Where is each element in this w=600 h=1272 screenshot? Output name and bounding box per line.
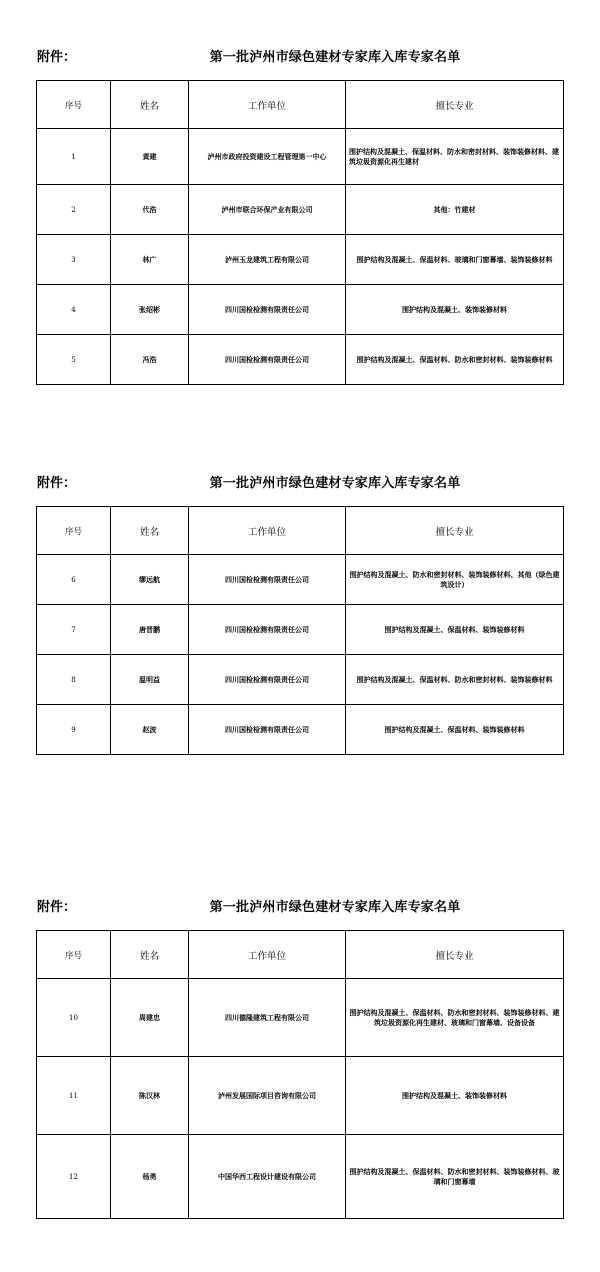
table-row <box>37 705 564 755</box>
header-specialty: 擅长专业 <box>346 507 564 555</box>
row-unit: 泸州发展国际项目咨询有限公司 <box>189 1057 346 1135</box>
row-specialty: 围护结构及混凝土、保温材料、防水和密封材料、装饰装修材料 <box>346 655 564 705</box>
expert-table <box>36 80 564 385</box>
row-name: 代浩 <box>111 185 189 235</box>
header-unit: 工作单位 <box>189 81 346 129</box>
table-row <box>37 1135 564 1219</box>
header-name: 姓名 <box>111 81 189 129</box>
row-specialty: 围护结构及混凝土、保温材料、防水和密封材料、装饰装修材料 <box>346 335 564 385</box>
row-name: 周建忠 <box>111 979 189 1057</box>
table-row <box>37 129 564 185</box>
expert-table <box>36 930 564 1219</box>
row-name: 张绍彬 <box>111 285 189 335</box>
table-row <box>37 605 564 655</box>
header-index: 序号 <box>37 507 111 555</box>
table-row <box>37 335 564 385</box>
row-unit: 中国华西工程设计建设有限公司 <box>189 1135 346 1219</box>
row-unit: 四川国检检测有限责任公司 <box>189 655 346 705</box>
row-unit: 四川德隆建筑工程有限公司 <box>189 979 346 1057</box>
table-header-row <box>37 81 564 129</box>
row-unit: 泸州市政府投资建设工程管理第一中心 <box>189 129 346 185</box>
header-specialty: 擅长专业 <box>346 81 564 129</box>
header-unit: 工作单位 <box>189 931 346 979</box>
attachment-label: 附件： <box>37 900 77 915</box>
row-name: 冯浩 <box>111 335 189 385</box>
header-index: 序号 <box>37 931 111 979</box>
row-unit: 四川国检检测有限责任公司 <box>189 285 346 335</box>
row-specialty: 围护结构及混凝土、防水和密封材料、装饰装修材料、其他（绿色建筑设计） <box>346 555 564 605</box>
page-header <box>0 474 600 494</box>
header-unit: 工作单位 <box>189 507 346 555</box>
row-index: 3 <box>37 235 111 285</box>
table-row <box>37 235 564 285</box>
row-index: 2 <box>37 185 111 235</box>
document-title: 第一批泸州市绿色建材专家库入库专家名单 <box>209 50 461 65</box>
row-name: 温明益 <box>111 655 189 705</box>
table-row <box>37 1057 564 1135</box>
row-unit: 泸州玉龙建筑工程有限公司 <box>189 235 346 285</box>
header-name: 姓名 <box>111 507 189 555</box>
row-unit: 四川国检检测有限责任公司 <box>189 555 346 605</box>
table-header-row <box>37 931 564 979</box>
row-specialty: 围护结构及混凝土、保温材料、装饰装修材料 <box>346 605 564 655</box>
row-index: 8 <box>37 655 111 705</box>
row-name: 黄建 <box>111 129 189 185</box>
document-title: 第一批泸州市绿色建材专家库入库专家名单 <box>209 900 461 915</box>
row-specialty: 围护结构及混凝土、保温材料、装饰装修材料 <box>346 705 564 755</box>
row-name: 杨勇 <box>111 1135 189 1219</box>
row-index: 4 <box>37 285 111 335</box>
row-specialty: 围护结构及混凝土、保温材料、防水和密封材料、装饰装修材料、建筑垃圾资源化再生建材 <box>346 129 564 185</box>
table-row <box>37 555 564 605</box>
table-header-row <box>37 507 564 555</box>
page-header <box>0 48 600 68</box>
row-specialty: 围护结构及混凝土、装饰装修材料 <box>346 285 564 335</box>
row-unit: 四川国检检测有限责任公司 <box>189 705 346 755</box>
table-row <box>37 655 564 705</box>
row-index: 7 <box>37 605 111 655</box>
row-unit: 四川国检检测有限责任公司 <box>189 335 346 385</box>
expert-table <box>36 506 564 755</box>
row-index: 12 <box>37 1135 111 1219</box>
attachment-label: 附件： <box>37 50 77 65</box>
row-specialty: 围护结构及混凝土、保温材料、防水和密封材料、装饰装修材料、建筑垃圾资源化再生建材、玻璃和门窗幕墙、设备设备 <box>346 979 564 1057</box>
row-unit: 四川国检检测有限责任公司 <box>189 605 346 655</box>
row-specialty: 围护结构及混凝土、装饰装修材料 <box>346 1057 564 1135</box>
row-index: 1 <box>37 129 111 185</box>
row-specialty: 围护结构及混凝土、保温材料、防水和密封材料、装饰装修材料、玻璃和门窗幕墙 <box>346 1135 564 1219</box>
row-index: 9 <box>37 705 111 755</box>
table-row <box>37 285 564 335</box>
header-index: 序号 <box>37 81 111 129</box>
row-name: 林广 <box>111 235 189 285</box>
row-name: 唐晋鹏 <box>111 605 189 655</box>
row-index: 6 <box>37 555 111 605</box>
row-specialty: 围护结构及混凝土、保温材料、玻璃和门窗幕墙、装饰装修材料 <box>346 235 564 285</box>
row-name: 缪远航 <box>111 555 189 605</box>
table-row <box>37 979 564 1057</box>
row-unit: 泸州市联合环保产业有限公司 <box>189 185 346 235</box>
row-specialty: 其他：竹建材 <box>346 185 564 235</box>
header-name: 姓名 <box>111 931 189 979</box>
header-specialty: 擅长专业 <box>346 931 564 979</box>
row-index: 5 <box>37 335 111 385</box>
table-row <box>37 185 564 235</box>
row-name: 赵波 <box>111 705 189 755</box>
row-index: 10 <box>37 979 111 1057</box>
document-title: 第一批泸州市绿色建材专家库入库专家名单 <box>209 476 461 491</box>
page-header <box>0 898 600 918</box>
attachment-label: 附件： <box>37 476 77 491</box>
row-index: 11 <box>37 1057 111 1135</box>
row-name: 陈汉林 <box>111 1057 189 1135</box>
